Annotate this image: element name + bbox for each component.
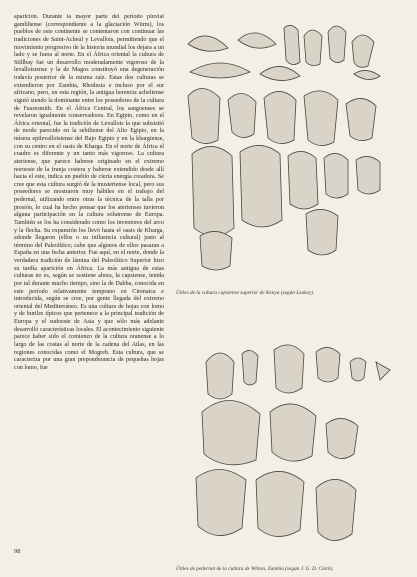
wilton-segment-2: [274, 345, 304, 393]
figure-1-caption: Útiles de la cultura capsiense superior de Kenya (según Leakey).: [176, 290, 315, 296]
wilton-tools-illustration: [176, 332, 406, 560]
wilton-large-scraper-3: [316, 479, 356, 540]
scraper-tool-4: [306, 209, 338, 255]
wilton-core-1: [202, 400, 260, 464]
core-tool-1: [192, 146, 234, 236]
scraper-tool-1: [288, 151, 318, 209]
large-blade-3: [264, 91, 296, 143]
lunate-tool-2: [238, 33, 276, 48]
blade-point-3: [328, 26, 346, 63]
figure-2-caption: Útiles de pedernal de la cultura de Wilton, Zambia (según J. G. D. Clark).: [176, 566, 334, 572]
core-tool-2: [240, 145, 282, 227]
wilton-large-scraper-2: [256, 471, 304, 536]
page-number: 98: [14, 548, 21, 555]
crescent-tool-3: [354, 70, 380, 79]
wilton-segment-1: [242, 350, 258, 385]
blade-point-1: [284, 25, 300, 64]
crescent-tool-2: [260, 66, 300, 80]
blade-point-2: [304, 30, 322, 66]
large-blade-1: [188, 88, 220, 143]
burin-tool-1: [200, 231, 232, 270]
figure-capsian-tools: [176, 14, 406, 294]
blade-point-4: [352, 35, 374, 67]
wilton-core-2: [270, 404, 316, 461]
figure-wilton-tools: [176, 332, 406, 562]
scraper-tool-2: [324, 153, 348, 198]
body-text-column: [14, 14, 164, 534]
large-blade-2: [228, 93, 256, 137]
wilton-scraper-2: [326, 418, 358, 458]
scraper-tool-3: [356, 156, 380, 194]
wilton-segment-3: [316, 347, 340, 382]
lunate-tool-1: [188, 36, 228, 51]
capsian-tools-illustration: [176, 14, 406, 289]
wilton-point-1: [376, 362, 390, 380]
wilton-segment-4: [350, 358, 366, 381]
large-blade-4: [304, 91, 338, 146]
crescent-tool-1: [190, 63, 250, 78]
body-paragraph: aparición. Durante la mayor parte del período pluvial gambliense (correspondiente a la glaciación Würm), los pueblos de este continente se contentaron con continuar las tradiciones de Saint-Acheul y Levallois, permitiendo que el movimiento progresivo de la historia mundial los dejara a un lado y se fuera al norte. En el África oriental la cultura de Stillbay fue un desarrollo moderadamente vigoroso de la levalloisiense y la de Magos constituyó una degeneración todavía posterior de la misma raíz. Estas dos culturas se extendieron por Zambia, Rhodesia e incluso por el sur africano, pero, en esta región, la antigua herencia acheliense siguió siendo la dominante entre los poseedores de la cultura de Fauresmith. En el África Central, los sangoenses se revelaron igualmente conservadores. En Egipto, como en el África oriental, fue la tradición de Levallois la que subsistió de modo parecido en la sebiliense del Alto Egipto, en la mísera epilevalloisiense del Bajo Egipto y en la khargiense, con su centro en el oasis de Kharga. En el norte de África el cuadro es diferente y un tanto más vigoroso. La cultura ateriense, que parece haberse originado en el extremo noroeste de la franja costera y haberse extendido desde allí hacia el este, indica un pueblo de cierta energía creadora. Se cree que esta cultura surgió de la musteriense local, pero sus poseedores se mostraron muy hábiles en el trabajo del pedernal, utilizando entre otras la técnica de la talla por presión, lo cual ha hecho pensar que los aterienses tuvieron alguna participación en la cultura solutrense de Europa. También se los ha considerado como los inventores del arco y la flecha. Su expansión los llevó hasta el oasis de Kharga, adonde llegaron (ellos o su influencia cultural) justo al término del Paleolítico; cabe que algunos de ellos pasaran a España en una fecha anterior. Fue aquí, en el norte, donde la verdadera tradición de lámina del Paleolítico Superior hizo su tardía aparición en África. La más antigua de estas culturas no es, según se sostiene ahora, la capsiense, tenida por tal durante mucho tiempo, sino la de Dabba, conocida en este período relativamente temprano en Cirenaica e introducida, según se cree, por gente llegada del extremo oriental del Mediterráneo. Es una cultura de hojas con lomo y de buriles típicos que pertenece a la principal tradición de Europa y el sudoeste de Asia y que sólo más adelante desarrolló características locales. El acontecimiento siguiente parece haber sido el comienzo de la cultura oranense a lo largo de las costas al norte de la cadena del Atlas, en las regiones conocidas como el Mogreb. Esta cultura, que se caracteriza por una gran preponderancia de pequeñas hojas con lomo, fue: [14, 14, 164, 371]
large-blade-5: [346, 98, 376, 140]
wilton-scraper-1: [206, 353, 234, 399]
wilton-large-scraper-1: [196, 469, 246, 535]
